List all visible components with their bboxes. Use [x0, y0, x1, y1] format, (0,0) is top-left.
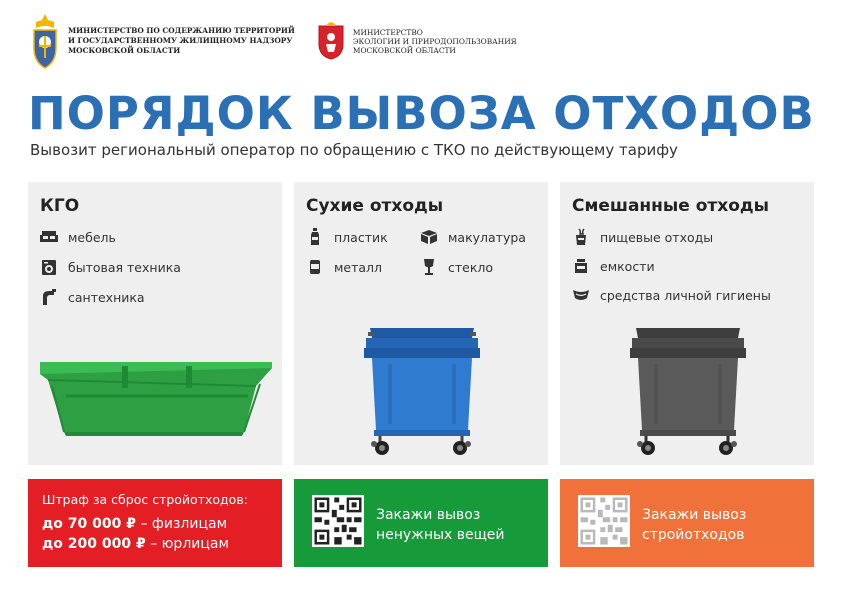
- list-item-furniture: [38, 228, 116, 246]
- item-label: пищевые отходы: [600, 229, 714, 245]
- ministry-ecology-org: [317, 22, 517, 60]
- card-title: Смешанные отходы: [572, 196, 770, 216]
- order-construction-line2: стройотходов: [642, 527, 745, 543]
- card-dry-waste: [294, 182, 548, 465]
- list-item-food-waste: [570, 228, 713, 246]
- washing-machine-icon: [38, 258, 60, 276]
- item-label: стекло: [448, 259, 494, 275]
- ministry2-line: МОСКОВСКОЙ ОБЛАСТИ: [352, 45, 456, 55]
- ministry-ecology-name: [353, 28, 517, 55]
- qr-code-icon[interactable]: [312, 495, 364, 547]
- card-kgo: [28, 182, 282, 465]
- list-item-plastic: [304, 228, 388, 246]
- fine-amount-legal: до 200 000 ₽: [42, 536, 146, 552]
- ministry-housing-name: [68, 26, 295, 56]
- qr-code-icon[interactable]: [578, 495, 630, 547]
- item-label: металл: [334, 259, 383, 275]
- list-item-glass: [418, 258, 493, 276]
- header-logos: [30, 12, 539, 70]
- wine-glass-icon: [418, 258, 440, 276]
- item-label: мебель: [68, 229, 116, 245]
- list-item-containers: [570, 257, 655, 275]
- box-icon: [418, 228, 440, 246]
- fine-target-individuals: – физлицам: [136, 516, 228, 532]
- sofa-icon: [38, 228, 60, 246]
- card-mixed-waste: [560, 182, 814, 465]
- order-junk-line1: Закажи вывоз: [376, 507, 481, 523]
- fine-amount-individuals: до 70 000 ₽: [42, 516, 136, 532]
- item-label: макулатура: [448, 229, 526, 245]
- list-item-appliances: [38, 258, 181, 276]
- card-title: КГО: [40, 196, 80, 216]
- page-subtitle: Вывозит региональный оператор по обращению с ТКО по действующему тарифу: [30, 141, 678, 159]
- ministry-housing-emblem-icon: [30, 12, 60, 70]
- fine-target-legal: – юрлицам: [145, 536, 230, 552]
- bottle-icon: [304, 228, 326, 246]
- order-junk-panel[interactable]: [294, 479, 548, 567]
- order-construction-panel[interactable]: [560, 479, 814, 567]
- ministry1-line: МИНИСТЕРСТВО ПО СОДЕРЖАНИЮ ТЕРРИТОРИЙ: [68, 26, 295, 35]
- order-junk-text[interactable]: [376, 505, 505, 545]
- list-item-paper: [418, 228, 526, 246]
- fine-panel: [28, 479, 282, 567]
- list-item-metal: [304, 258, 382, 276]
- fine-line-individuals: [42, 516, 227, 532]
- item-label: средства личной гигиены: [600, 287, 771, 303]
- order-junk-line2: ненужных вещей: [376, 527, 505, 543]
- list-item-plumbing: [38, 288, 145, 306]
- item-label: бытовая техника: [68, 259, 181, 275]
- gray-container-image: [628, 324, 748, 456]
- ministry-housing-org: [30, 12, 295, 70]
- fine-heading: Штраф за сброс стройотходов:: [42, 492, 248, 507]
- faucet-icon: [38, 288, 60, 306]
- ministry2-line: ЭКОЛОГИИ И ПРИРОДОПОЛЬЗОВАНИЯ: [352, 36, 517, 46]
- order-construction-text[interactable]: [642, 505, 746, 545]
- can-icon: [304, 258, 326, 276]
- card-title: Сухие отходы: [306, 196, 444, 216]
- moscow-region-coat-of-arms-icon: [317, 22, 345, 60]
- ministry2-line: МИНИСТЕРСТВО: [352, 27, 423, 37]
- item-label: пластик: [334, 229, 388, 245]
- skip-container-image: [38, 356, 274, 456]
- ministry1-line: МОСКОВСКОЙ ОБЛАСТИ: [68, 46, 181, 55]
- fine-line-legal: [42, 536, 229, 552]
- blue-container-image: [360, 322, 484, 456]
- list-item-hygiene: [570, 286, 771, 304]
- hygiene-icon: [570, 286, 592, 304]
- item-label: емкости: [600, 258, 655, 274]
- order-construction-line1: Закажи вывоз: [642, 507, 747, 523]
- ministry1-line: И ГОСУДАРСТВЕННОМУ ЖИЛИЩНОМУ НАДЗОРУ: [68, 36, 293, 45]
- item-label: сантехника: [68, 289, 145, 305]
- page-title: ПОРЯДОК ВЫВОЗА ОТХОДОВ: [28, 87, 815, 140]
- food-waste-icon: [570, 228, 592, 246]
- container-jar-icon: [570, 257, 592, 275]
